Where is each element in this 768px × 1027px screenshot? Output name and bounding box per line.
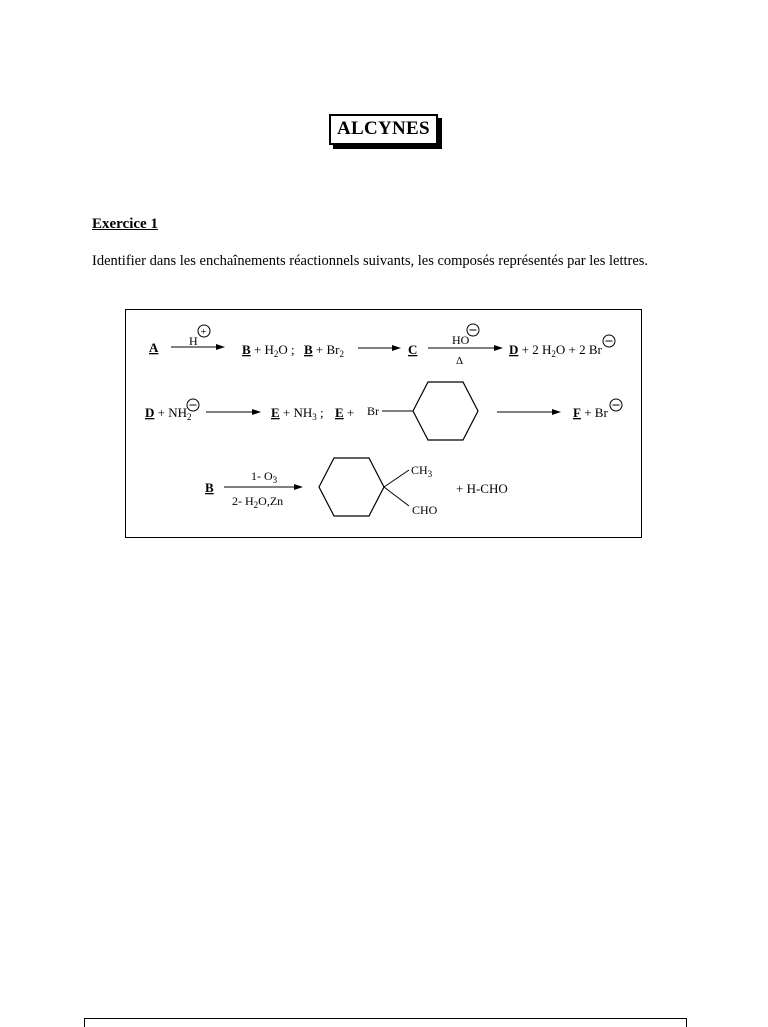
bromine-label: Br [367,404,379,418]
reaction-scheme [126,310,643,539]
ozonolysis-step-1: 1- $O_3$ [251,469,278,485]
reaction-scheme-box [125,309,642,538]
page-title: ALCYNES [329,114,438,145]
reactant-e: E + [335,405,355,420]
arrow-head [216,344,225,350]
products-f: F + Br [573,405,608,420]
compound-a: A [149,340,159,355]
heat-delta: Δ [456,355,464,367]
footer-frame-edge [84,1018,687,1027]
cyclohexane-ring [413,382,478,440]
methyl-label: $CH_3$ [411,463,433,479]
arrow-head [392,345,401,351]
compound-c: C [408,342,418,357]
formaldehyde-product: + H-CHO [456,481,508,496]
compound-b: B [205,480,214,495]
ozonolysis-step-2: 2- $H_2O,Zn$ [232,494,284,510]
arrow-head [252,409,261,415]
arrow-head [294,484,303,490]
reactants-b-br2: $B + Br_2$ [304,342,345,359]
exercise-heading: Exercice 1 [92,216,158,232]
products-e-nh3: $E + NH_3$ ; [271,405,324,422]
c-cho-bond [384,487,409,506]
aldehyde-label: CHO [412,503,438,517]
plus-charge-sign: + [200,326,207,338]
products-b-h2o: $B + H_2O$ ; [242,342,295,359]
reagent-ho: HO [452,333,470,347]
exercise-instruction: Identifier dans les enchaînements réactionnels suivants, les composés représentés par les lettres. [92,253,649,269]
reactants-d-nh2: $D + NH_2$ [145,405,192,422]
cyclohexane-ring-product [319,458,384,516]
arrow-head [552,409,561,415]
arrow-head [494,345,503,351]
reagent-h: H [189,334,198,348]
products-d: D + 2 $H_2O + 2$ Br [509,342,602,359]
c-ch3-bond [384,470,409,487]
